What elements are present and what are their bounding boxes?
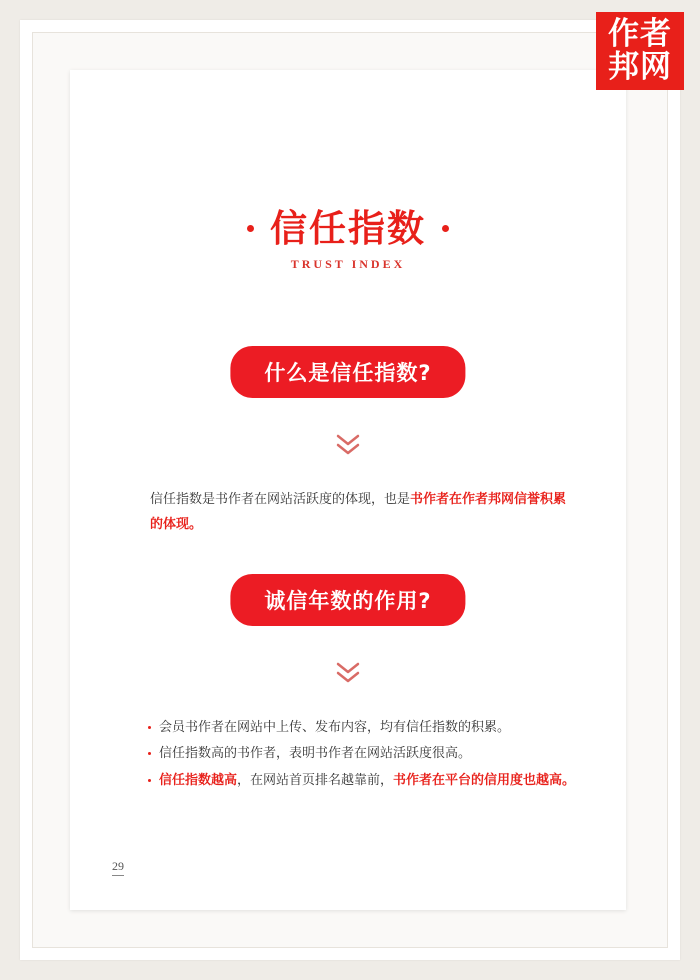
- logo-line-1: 作者: [608, 16, 672, 53]
- list-item: 会员书作者在网站中上传、发布内容，均有信任指数的积累。: [148, 715, 588, 740]
- double-chevron-down-icon: [334, 432, 362, 458]
- list-item-highlight-end: 书作者在平台的信用度也越高。: [393, 772, 576, 788]
- logo-line-2: 邦网: [608, 49, 672, 85]
- page-frame: [20, 16, 680, 960]
- title-block: [70, 207, 626, 272]
- list-item-mid-text: ，在网站首页排名越靠前，: [237, 772, 394, 788]
- list-item-highlight-start: 信任指数越高: [159, 772, 238, 788]
- trust-index-description: [150, 488, 570, 537]
- double-chevron-down-icon-2: [334, 660, 362, 686]
- document-page: [70, 70, 626, 910]
- page-subtitle: TRUST INDEX: [290, 257, 406, 271]
- title-dot-right-icon: [442, 225, 449, 232]
- description-part-1: 信任指数是书作者在网站活跃度的体现，也是: [150, 492, 411, 507]
- page-title-text: 信任指数: [270, 207, 426, 250]
- credit-years-bullet-list: [148, 715, 588, 794]
- description-highlight: 书作者在作者邦网信誉积累的体现。: [150, 492, 567, 532]
- list-item: [148, 768, 588, 793]
- list-item: 信任指数高的书作者，表明书作者在网站活跃度很高。: [148, 741, 588, 766]
- page-number: 29: [112, 859, 124, 876]
- section-heading-what-is-trust-index: 什么是信任指数?: [230, 346, 465, 398]
- section-heading-credit-years-role: 诚信年数的作用?: [230, 574, 465, 626]
- site-logo: [596, 12, 684, 90]
- page-title: [247, 207, 449, 250]
- title-dot-left-icon: [247, 225, 254, 232]
